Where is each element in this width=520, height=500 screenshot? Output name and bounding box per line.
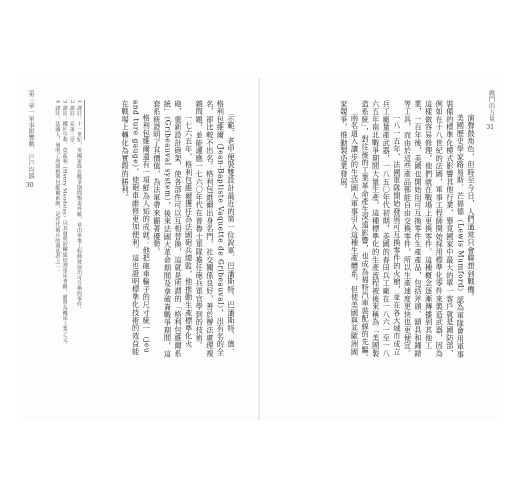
right-running-head: 戰鬥的力量 [487,90,495,122]
paragraph: 美國歷史學家路易斯．芒福德（Lewis Mumford）認為軍隊會用軍事裝備的標準化模式影響其他行業，畢竟國家中最大的單一客戶就是國防部，例如在十八世紀的法國，軍事工程師開始採用標準化零件來製造武器，因為這樣做容易修理，他們就在戰場上更換零件。這種概念逐漸傳播到其他工業，一百年後，美國也開始用可互換零件生產產品，包括斧頭、鎖具和鐘錶等工具，而由於這些產品都能自由交換零件，所以生產速度更快也更便宜。 [403,100,466,359]
footnote: 3 譯註：鐵匠亨利．莫茲利（Henry Maudslay）以其發明的螺旋切割車床著稱，被譽為機床工業之父。 [61,100,68,348]
book-spread [18,78,502,420]
paragraph: 兩名道入讓步的生活國人軍事引入這種生產體系，但使美國與其歐洲國家競爭，推動製造業發展。 [339,100,360,357]
paragraph: 演聲鼓角色，但時至今日，人們通常只會聯想到戰機。 [467,114,476,302]
paragraph: 格利包維爾還有一項鮮為人知的成就：他把砲車輪子的尺寸統一（jeu and ture gauge），使砲車維修更加便利。這也證明標準化技術的效益能在戰場上轉化為實際的勝利。 [121,100,152,356]
left-page [18,78,260,420]
paragraph: 示範．老甲便裝雙設計最近的第一位說軍．巴潘斯特．巴潘斯特．德．格利包維爾（Jean-Baptiste Vaquette de Gribeauval），出有名的全名，卻比較不出名。格利包維爾出身名門，社交關係良好，善於辦法處理複雜問題，並能適應一七六〇年代在普魯士軍隊擔任砲兵軍官學到的技術。 [195,100,236,358]
right-body-text [276,100,476,362]
footnote-divider [84,100,85,140]
right-page-header [486,90,494,132]
footnote: 1 譯註：十一世紀，英國軍隊在戰爭期間擊退外敵，並由軍事工程師發展出可互換的零件。 [76,100,82,313]
paragraph: 一七六五年，格利包維爾獲任為法國砲兵總監，他推動生產標準化火砲，重新設計砲架，使各部件可以互相替換，這就是所謂的「格利包維爾系統」（Gribeauval system），後來法國大革命期間及拿破崙戰爭期間，這套系統證明了其價值，為法軍帶來顯著優勢。 [152,100,194,358]
right-page [260,78,502,420]
left-page-number: 30 [26,181,34,189]
left-body-text [86,100,236,362]
paragraph: 一八一五年，法國軍隊開始發展可互換零件的火槍，並在各大城市成立兵工廠量產武器，一八五〇年代初期，美國的春田兵工廠在一八六一至一八六五年南北戰爭期間大量生產，這種標準化的生產流程被後來稱為「美國製造系統」，對往後的工業革命產生深遠影響，也成為福特汽車裝配線的先驅。 [361,100,402,362]
footnotes [36,100,82,396]
left-running-head: 第三章｜軍事影響戰．戶戶均勝 [27,90,35,180]
footnote: 2 譯註：見第三章。 [68,100,75,148]
right-page-number: 31 [486,124,494,131]
left-page-header [26,90,34,189]
footnote: 4 譯註：法國人，發明了所謂格利包維爾系統，是近代砲兵的奠基者之一。 [54,100,61,275]
